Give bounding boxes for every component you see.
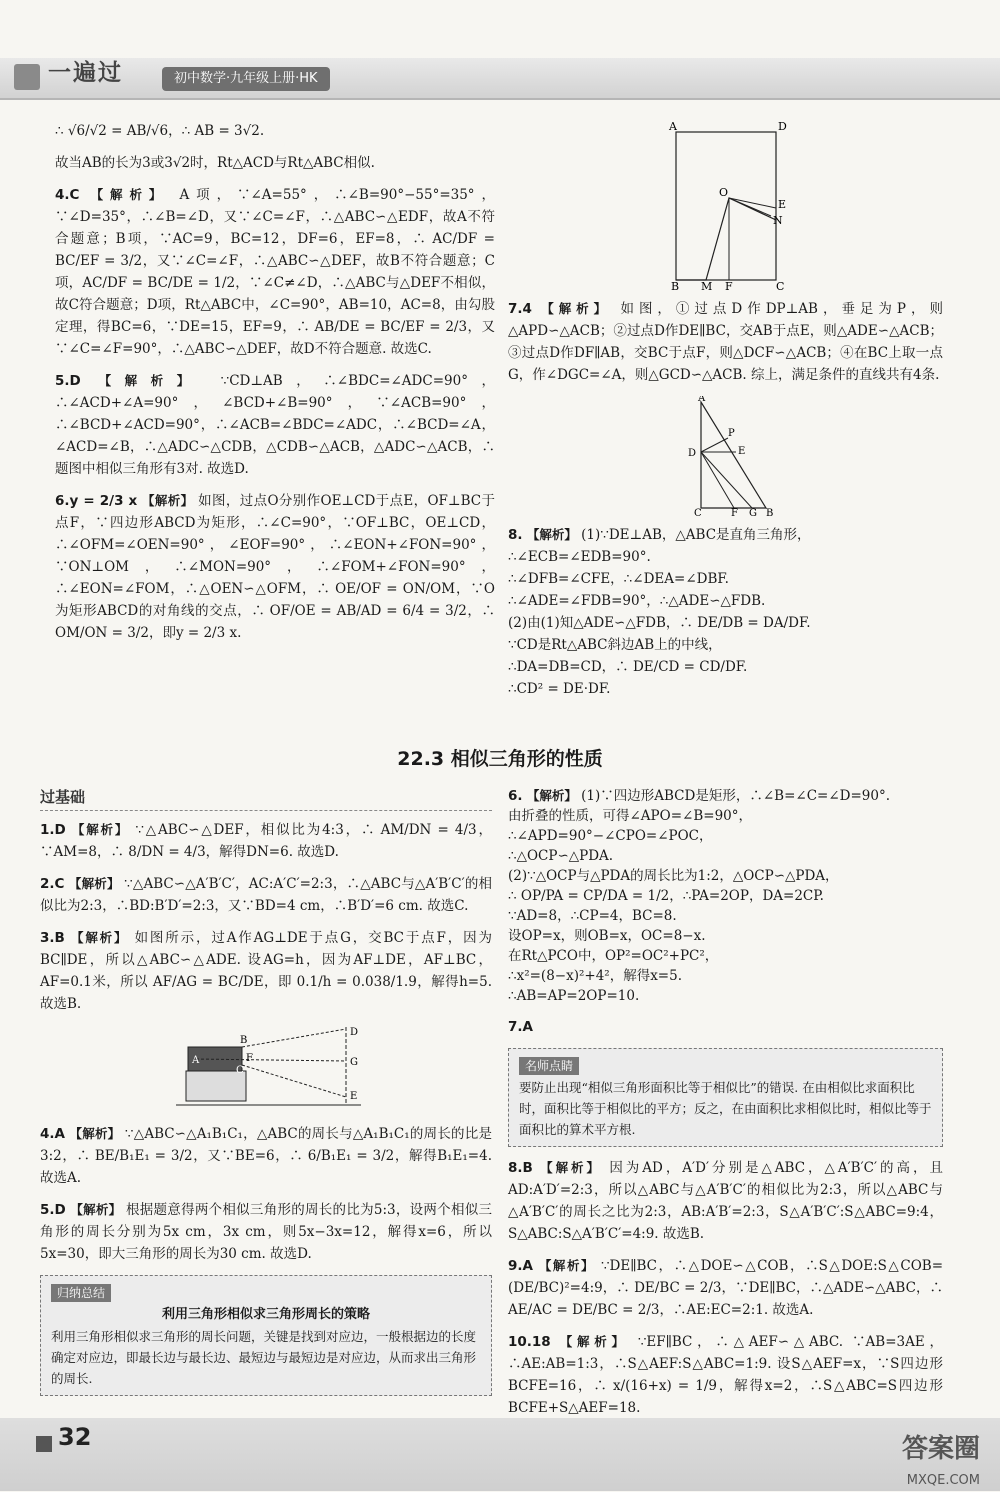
page-footer — [0, 1418, 1000, 1491]
tip-label: 名师点睛 — [519, 1057, 579, 1075]
analysis-tag: 【解析】 — [541, 301, 612, 316]
answer-b9 — [508, 1255, 943, 1321]
fig-label: F — [246, 1053, 253, 1064]
header-badge-icon — [14, 64, 40, 90]
analysis-tag: 【解析】 — [68, 876, 120, 891]
fig-label: A — [697, 396, 705, 404]
analysis-tag: 【解析】 — [526, 788, 577, 803]
fig-label: G — [350, 1057, 358, 1068]
section-title: 22.3 相似三角形的性质 — [397, 748, 603, 770]
analysis-tag: 【解析】 — [526, 527, 577, 542]
projection-diagram — [166, 1025, 366, 1115]
answer-line: 在Rt△PCO中，OP²=OC²+PC²， — [508, 948, 719, 964]
answer-b1 — [40, 819, 492, 863]
projection-figure — [166, 1025, 366, 1115]
answer-line: ∴∠DFB=∠CFE，∴∠DEA=∠DBF. — [508, 571, 729, 587]
answer-7 — [508, 298, 943, 386]
triangle-figure — [676, 396, 776, 516]
fig-label: P — [727, 428, 735, 439]
answer-line: (1)∵DE⊥AB，△ABC是直角三角形， — [581, 527, 811, 543]
fig-label: B — [670, 280, 679, 290]
answer-number: 1.D — [40, 822, 66, 838]
fig-label: O — [718, 186, 728, 199]
triangle-diagram — [676, 396, 776, 516]
right-column-bottom — [508, 786, 943, 1429]
summary-title: 利用三角形相似求三角形周长的策略 — [161, 1307, 370, 1322]
right-column-top — [508, 120, 943, 710]
watermark-url: MXQE.COM — [906, 1473, 980, 1488]
answer-text: ∵△ABC∽△A′B′C′，AC:A′C′=2:3，∴△ABC与△A′B′C′的相似比为2:3，∴BD:B′D′=2:3，又∵BD=4 cm，∴B′D′=6 cm. 故选C. — [40, 876, 492, 914]
series-logo: 一遍过 — [48, 60, 123, 86]
answer-line: ∴CD² = DE·DF. — [508, 681, 611, 697]
answer-text: ∵CD⊥AB，∴∠BDC=∠ADC=90°，∴∠ACD+∠A=90°，∠BCD+∠B=90°，∵∠ACB=90°，∴∠BCD+∠ACD=90°，∴∠ACB=∠BDC=∠ADC，∴∠BCD=∠A，∠ACD=∠B，∴△ADC∽△CDB，△CDB∽△ACB，△ADC∽△ACB，∴题图中相似三角形有3对. 故选D. — [55, 373, 495, 477]
analysis-tag: 【解析】 — [540, 1160, 603, 1175]
analysis-tag: 【解析】 — [69, 1126, 121, 1141]
left-column-top — [55, 120, 495, 654]
fig-label: A — [668, 120, 677, 133]
analysis-tag: 【解析】 — [98, 373, 203, 388]
fig-label: C — [236, 1065, 244, 1076]
analysis-tag: 【解析】 — [70, 1202, 122, 1217]
answer-number: 7.4 — [508, 301, 532, 317]
analysis-tag: 【解析】 — [90, 187, 169, 202]
answer-number: 10.18 — [508, 1334, 551, 1350]
fig-label: F — [730, 508, 738, 516]
answer-number: 2.C — [40, 876, 65, 892]
fig-label: E — [737, 446, 745, 457]
section-subheading: 过基础 — [40, 786, 492, 811]
answer-text: 因为AD，A′D′分别是△ABC，△A′B′C′的高，且AD:A′D′=2:3，所以△ABC与△A′B′C′的相似比为2:3，所以△ABC与△A′B′C′的周长之比为2:3，AB:A′B′=2:3，S△A′B′C′:S△ABC=9:4，S△ABC:S△A′B′C′=4:9. 故选B. — [508, 1160, 943, 1242]
answer-line: ∴∠APD=90°−∠CPO=∠POC， — [508, 828, 713, 844]
fig-label: G — [748, 508, 757, 516]
summary-label: 归纳总结 — [51, 1284, 111, 1302]
fig-label: A — [192, 1055, 200, 1066]
answer-line: ∴△OCP∽△PDA. — [508, 848, 614, 864]
fig-label: N — [772, 214, 783, 227]
answer-number: 6.y = 2/3 x — [55, 493, 138, 509]
rectangle-figure — [651, 120, 801, 290]
answer-number: 4.C — [55, 187, 80, 203]
answer-text: 如图所示，过A作AG⊥DE于点G，交BC于点F，因为BC∥DE，所以△ABC∽△ADE. 设AG=h，因为AF⊥DE，AF⊥BC，AF=0.1米，所以 AF/AG = BC/DE，即 0.1/h = 0.038/1.9，解得h=5. 故选B. — [40, 930, 492, 1012]
answer-text: ∵DE∥BC，∴△DOE∽△COB，∴S△DOE:S△COB=(DE/BC)²=4:9，∴ DE/BC = 2/3，∵DE∥BC，∴△ADE∽△ABC，∴ AE/AC = DE/BC = 2/3，∴AE:EC=2:1. 故选A. — [508, 1258, 943, 1318]
answer-text: 根据题意得两个相似三角形的周长的比为5:3，设两个相似三角形的周长分别为5x cm，3x cm，则5x−3x=12，解得x=6，所以5x=30，即大三角形的周长为30 cm. 故选D. — [40, 1202, 493, 1262]
answer-line: ∴DA=DB=CD，∴ DE/CD = CD/DF. — [508, 659, 748, 675]
fig-label: C — [775, 280, 784, 290]
answer-number: 5.D — [55, 373, 81, 389]
summary-text: 利用三角形相似求三角形的周长问题，关键是找到对应边，一般根据边的长度确定对应边，即最长边与最长边、最短边与最短边是对应边，从而求出三角形的周长. — [51, 1329, 477, 1386]
analysis-tag: 【解析】 — [70, 930, 129, 945]
analysis-tag: 【解析】 — [538, 1258, 596, 1273]
answer-line: 由折叠的性质，可得∠APO=∠B=90°， — [508, 808, 752, 824]
continued-line-2: 故当AB的长为3或3√2时，Rt△ACD与Rt△ABC相似. — [55, 155, 375, 171]
answer-b7 — [508, 1016, 943, 1038]
continued-line-1: ∴ √6/√2 = AB/√6，∴ AB = 3√2. — [55, 123, 265, 139]
left-column-bottom — [40, 786, 492, 1406]
answer-line: ∴AB=AP=2OP=10. — [508, 988, 640, 1004]
summary-box — [40, 1275, 492, 1396]
answer-b8 — [508, 1157, 943, 1245]
answer-line: ∵AD=8，∴CP=4，BC=8. — [508, 908, 677, 924]
tip-text: 要防止出现“相似三角形面积比等于相似比”的错误. 在由相似比求面积比时，面积比等于相似比的平方；反之，在由面积比求相似比时，相似比等于面积比的算术平方根. — [519, 1080, 932, 1137]
answer-number: 3.B — [40, 930, 65, 946]
answer-line: (2)由(1)知△ADE∽△FDB，∴ DE/DB = DA/DF. — [508, 615, 811, 631]
fig-label: F — [724, 280, 733, 290]
answer-text: ∵EF∥BC，∴△AEF∽△ABC. ∵AB=3AE，∴AE:AB=1:3，∴S△AEF:S△ABC=1:9. 设S△AEF=x，∵S四边形BCFE=16，∴ x/(16+x) = 1/9，解得x=2，∴S△ABC=S四边形BCFE+S△AEF=18. — [508, 1334, 943, 1416]
answer-line: ∴ OP/PA = CP/DA = 1/2，∴PA=2OP，DA=2CP. — [508, 888, 824, 904]
answer-text: 如图，过点O分别作OE⊥CD于点E，OF⊥BC于点F，∵四边形ABCD为矩形，∴∠C=90°，∵OF⊥BC，OE⊥CD，∴∠OFM=∠OEN=90°，∠EOF=90°，∴∠EON+∠FON=90°，∵ON⊥OM，∴∠MON=90°，∴∠FOM+∠FON=90°，∴∠EON=∠FOM，∴△OEN∽△OFM，∴ OE/OF = ON/OM，∵O为矩形ABCD的对角线的交点，∴ OF/OE = AB/AD = 6/4 = 3/2，∴ OM/ON = 3/2，即y = 2/3 x. — [55, 493, 495, 641]
fig-label: D — [350, 1027, 359, 1038]
answer-number: 8. — [508, 527, 523, 543]
answer-line: ∴x²=(8−x)²+4²，解得x=5. — [508, 968, 683, 984]
answer-6 — [55, 490, 495, 644]
fig-label: D — [687, 448, 696, 459]
answer-b10 — [508, 1331, 943, 1419]
answer-line: 设OP=x，则OB=x，OC=8−x. — [508, 928, 706, 944]
watermark: 答案圈 — [901, 1434, 980, 1464]
page-number: 32 — [58, 1423, 92, 1451]
answer-b4 — [40, 1123, 492, 1189]
answer-line: ∴∠ADE=∠FDB=90°，∴△ADE∽△FDB. — [508, 593, 766, 609]
answer-text: ∵△ABC∽△A₁B₁C₁，△ABC的周长与△A₁B₁C₁的周长的比是3:2，∴ BE/B₁E₁ = 3/2，又∵BE=6，∴ 6/B₁E₁ = 3/2，解得B₁E₁=4. 故选A. — [40, 1126, 492, 1186]
answer-number: 9.A — [508, 1258, 533, 1274]
answer-b6 — [508, 786, 943, 1006]
answer-number: 4.A — [40, 1126, 65, 1142]
fig-label: E — [350, 1091, 358, 1102]
answer-text: A项，∵∠A=55°，∴∠B=90°−55°=35°，∵∠D=35°，∴∠B=∠D，又∵∠C=∠F，∴△ABC∽△EDF，故A不符合题意；B项，∵AC=9，BC=12，DF=6，EF=8，∴ AC/DF = BC/EF = 3/2，又∵∠C=∠F，∴△ABC∽△DEF，故B不符合题意；C项，AC/DF = BC/DE = 1/2，∵∠C≠∠D，∴△ABC与△DEF不相似，故C符合题意；D项，Rt△ABC中，∠C=90°，AB=10，AC=8，由勾股定理，得BC=6，∵DE=15，EF=9，∴ AB/DE = BC/EF = 2/3，又∵∠C=∠F=90°，∴△ABC∽△DEF，故D不符合题意. 故选C. — [55, 187, 495, 357]
rectangle-diagram — [651, 120, 801, 290]
fig-label: D — [777, 120, 787, 133]
tip-box — [508, 1048, 943, 1147]
answer-b2 — [40, 873, 492, 917]
answer-line: ∴∠ECB=∠EDB=90°. — [508, 549, 651, 565]
answer-number: 6. — [508, 788, 523, 804]
analysis-tag: 【解析】 — [141, 493, 194, 508]
book-subtitle: 初中数学·九年级上册·HK — [162, 67, 330, 91]
page-marker-icon — [36, 1436, 52, 1452]
answer-b5 — [40, 1199, 492, 1265]
answer-8 — [508, 524, 943, 700]
analysis-tag: 【解析】 — [71, 822, 130, 837]
answer-number: 5.D — [40, 1202, 66, 1218]
answer-number: 7.A — [508, 1019, 533, 1035]
fig-label: C — [693, 508, 702, 516]
analysis-tag: 【解析】 — [559, 1334, 629, 1349]
answer-line: ∵CD是Rt△ABC斜边AB上的中线， — [508, 637, 722, 653]
answer-line: (2)∵△OCP与△PDA的周长比为1:2，△OCP∽△PDA， — [508, 868, 839, 884]
answer-number: 8.B — [508, 1160, 533, 1176]
page-header — [0, 58, 1000, 100]
answer-5 — [55, 370, 495, 480]
answer-b3 — [40, 927, 492, 1015]
fig-label: M — [700, 280, 712, 290]
fig-label: B — [240, 1035, 248, 1046]
answer-line: (1)∵四边形ABCD是矩形，∴∠B=∠C=∠D=90°. — [581, 788, 890, 804]
answer-text: ∵△ABC∽△DEF，相似比为4:3，∴ AM/DN = 4/3，∵AM=8，∴ 8/DN = 4/3，解得DN=6. 故选D. — [40, 822, 492, 860]
answer-text: 如图，①过点D作DP⊥AB，垂足为P，则△APD∽△ACB；②过点D作DE∥BC，交AB于点E，则△ADE∽△ACB；③过点D作DF∥AB，交BC于点F，则△DCF∽△ACB；④在BC上取一点G，作∠DGC=∠A，则△GCD∽△ACB. 综上，满足条件的直线共有4条. — [508, 301, 943, 383]
fig-label: B — [765, 508, 773, 516]
answer-4 — [55, 184, 495, 360]
fig-label: E — [777, 198, 786, 211]
